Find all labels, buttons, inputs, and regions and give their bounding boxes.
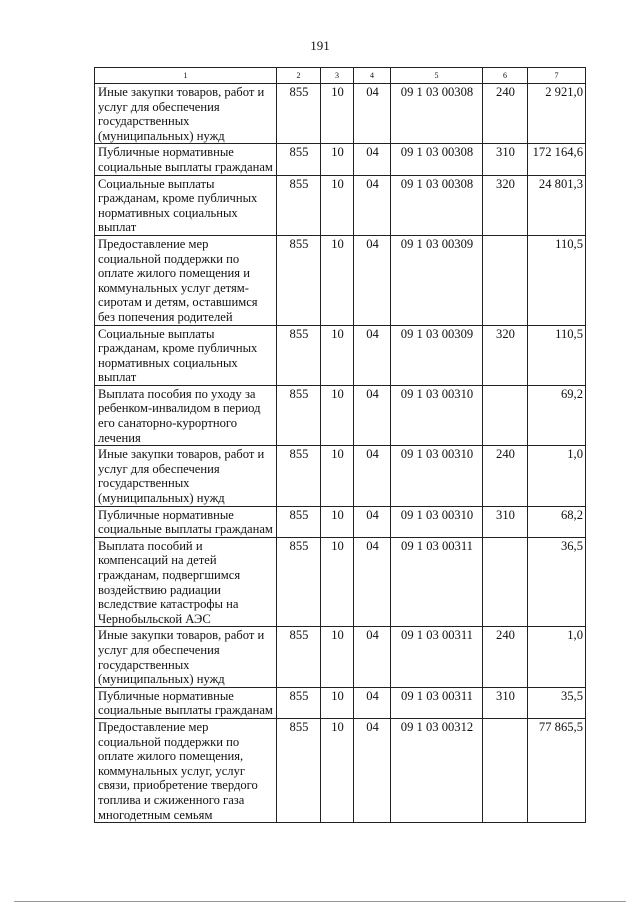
expense-name: Публичные нормативные социальные выплаты гражданам [95, 506, 277, 537]
amount: 110,5 [528, 325, 586, 385]
header-cell-2: 2 [277, 68, 321, 84]
expense-name: Публичные нормативные социальные выплаты гражданам [95, 687, 277, 718]
department-code: 855 [277, 627, 321, 687]
department-code: 855 [277, 144, 321, 175]
section-code: 10 [321, 687, 354, 718]
header-row [95, 68, 586, 84]
table-row [95, 537, 586, 627]
expense-type-code: 310 [483, 687, 528, 718]
subsection-code: 04 [354, 446, 391, 506]
table-row [95, 687, 586, 718]
amount: 1,0 [528, 627, 586, 687]
target-article-code: 09 1 03 00308 [391, 175, 483, 235]
subsection-code: 04 [354, 385, 391, 445]
expense-name: Выплата пособия по уходу за ребенком-инвалидом в период его санаторно-курортного лечения [95, 385, 277, 445]
table-row [95, 235, 586, 325]
section-code: 10 [321, 446, 354, 506]
expense-type-code: 240 [483, 84, 528, 144]
header-cell-6: 6 [483, 68, 528, 84]
amount: 77 865,5 [528, 718, 586, 822]
table-row [95, 175, 586, 235]
header-cell-1: 1 [95, 68, 277, 84]
table-row [95, 446, 586, 506]
department-code: 855 [277, 446, 321, 506]
header-cell-5: 5 [391, 68, 483, 84]
subsection-code: 04 [354, 537, 391, 627]
amount: 36,5 [528, 537, 586, 627]
target-article-code: 09 1 03 00308 [391, 84, 483, 144]
table-row [95, 144, 586, 175]
budget-table [94, 67, 586, 823]
amount: 35,5 [528, 687, 586, 718]
department-code: 855 [277, 84, 321, 144]
section-code: 10 [321, 175, 354, 235]
section-code: 10 [321, 385, 354, 445]
department-code: 855 [277, 385, 321, 445]
section-code: 10 [321, 718, 354, 822]
header-cell-3: 3 [321, 68, 354, 84]
subsection-code: 04 [354, 144, 391, 175]
page-bottom-divider [14, 901, 626, 902]
subsection-code: 04 [354, 718, 391, 822]
department-code: 855 [277, 506, 321, 537]
target-article-code: 09 1 03 00311 [391, 627, 483, 687]
amount: 2 921,0 [528, 84, 586, 144]
table-row [95, 718, 586, 822]
section-code: 10 [321, 325, 354, 385]
section-code: 10 [321, 627, 354, 687]
amount: 24 801,3 [528, 175, 586, 235]
amount: 69,2 [528, 385, 586, 445]
section-code: 10 [321, 235, 354, 325]
expense-name: Социальные выплаты гражданам, кроме публичных нормативных социальных выплат [95, 325, 277, 385]
expense-name: Иные закупки товаров, работ и услуг для обеспечения государственных (муниципальных) нужд [95, 627, 277, 687]
department-code: 855 [277, 537, 321, 627]
expense-type-code: 320 [483, 325, 528, 385]
table-row [95, 325, 586, 385]
table-row [95, 627, 586, 687]
target-article-code: 09 1 03 00310 [391, 506, 483, 537]
table-row [95, 84, 586, 144]
subsection-code: 04 [354, 687, 391, 718]
expense-type-code [483, 537, 528, 627]
target-article-code: 09 1 03 00308 [391, 144, 483, 175]
table-row [95, 385, 586, 445]
subsection-code: 04 [354, 325, 391, 385]
target-article-code: 09 1 03 00310 [391, 385, 483, 445]
department-code: 855 [277, 235, 321, 325]
expense-type-code [483, 718, 528, 822]
expense-type-code: 240 [483, 627, 528, 687]
section-code: 10 [321, 537, 354, 627]
section-code: 10 [321, 144, 354, 175]
department-code: 855 [277, 718, 321, 822]
amount: 172 164,6 [528, 144, 586, 175]
expense-type-code: 310 [483, 144, 528, 175]
subsection-code: 04 [354, 627, 391, 687]
department-code: 855 [277, 687, 321, 718]
header-cell-7: 7 [528, 68, 586, 84]
target-article-code: 09 1 03 00310 [391, 446, 483, 506]
section-code: 10 [321, 506, 354, 537]
expense-name: Предоставление мер социальной поддержки по оплате жилого помещения, коммунальных услуг, услуг связи, приобретение твердого топлива и сжиженного газа многодетным семьям [95, 718, 277, 822]
table-row [95, 506, 586, 537]
section-code: 10 [321, 84, 354, 144]
target-article-code: 09 1 03 00309 [391, 325, 483, 385]
target-article-code: 09 1 03 00311 [391, 687, 483, 718]
subsection-code: 04 [354, 175, 391, 235]
expense-name: Иные закупки товаров, работ и услуг для обеспечения государственных (муниципальных) нужд [95, 84, 277, 144]
subsection-code: 04 [354, 506, 391, 537]
department-code: 855 [277, 175, 321, 235]
amount: 68,2 [528, 506, 586, 537]
expense-name: Социальные выплаты гражданам, кроме публичных нормативных социальных выплат [95, 175, 277, 235]
expense-type-code: 310 [483, 506, 528, 537]
page-number: 191 [310, 38, 330, 53]
amount: 110,5 [528, 235, 586, 325]
expense-name: Выплата пособий и компенсаций на детей гражданам, подвергшимся воздействию радиации вследствие катастрофы на Чернобыльской АЭС [95, 537, 277, 627]
amount: 1,0 [528, 446, 586, 506]
expense-name: Иные закупки товаров, работ и услуг для обеспечения государственных (муниципальных) нужд [95, 446, 277, 506]
expense-name: Предоставление мер социальной поддержки по оплате жилого помещения и коммунальных услуг детям-сиротам и детям, оставшимся без попечения родителей [95, 235, 277, 325]
target-article-code: 09 1 03 00309 [391, 235, 483, 325]
expense-type-code: 320 [483, 175, 528, 235]
expense-type-code [483, 385, 528, 445]
expense-name: Публичные нормативные социальные выплаты гражданам [95, 144, 277, 175]
subsection-code: 04 [354, 235, 391, 325]
target-article-code: 09 1 03 00312 [391, 718, 483, 822]
expense-type-code [483, 235, 528, 325]
header-cell-4: 4 [354, 68, 391, 84]
department-code: 855 [277, 325, 321, 385]
target-article-code: 09 1 03 00311 [391, 537, 483, 627]
subsection-code: 04 [354, 84, 391, 144]
expense-type-code: 240 [483, 446, 528, 506]
